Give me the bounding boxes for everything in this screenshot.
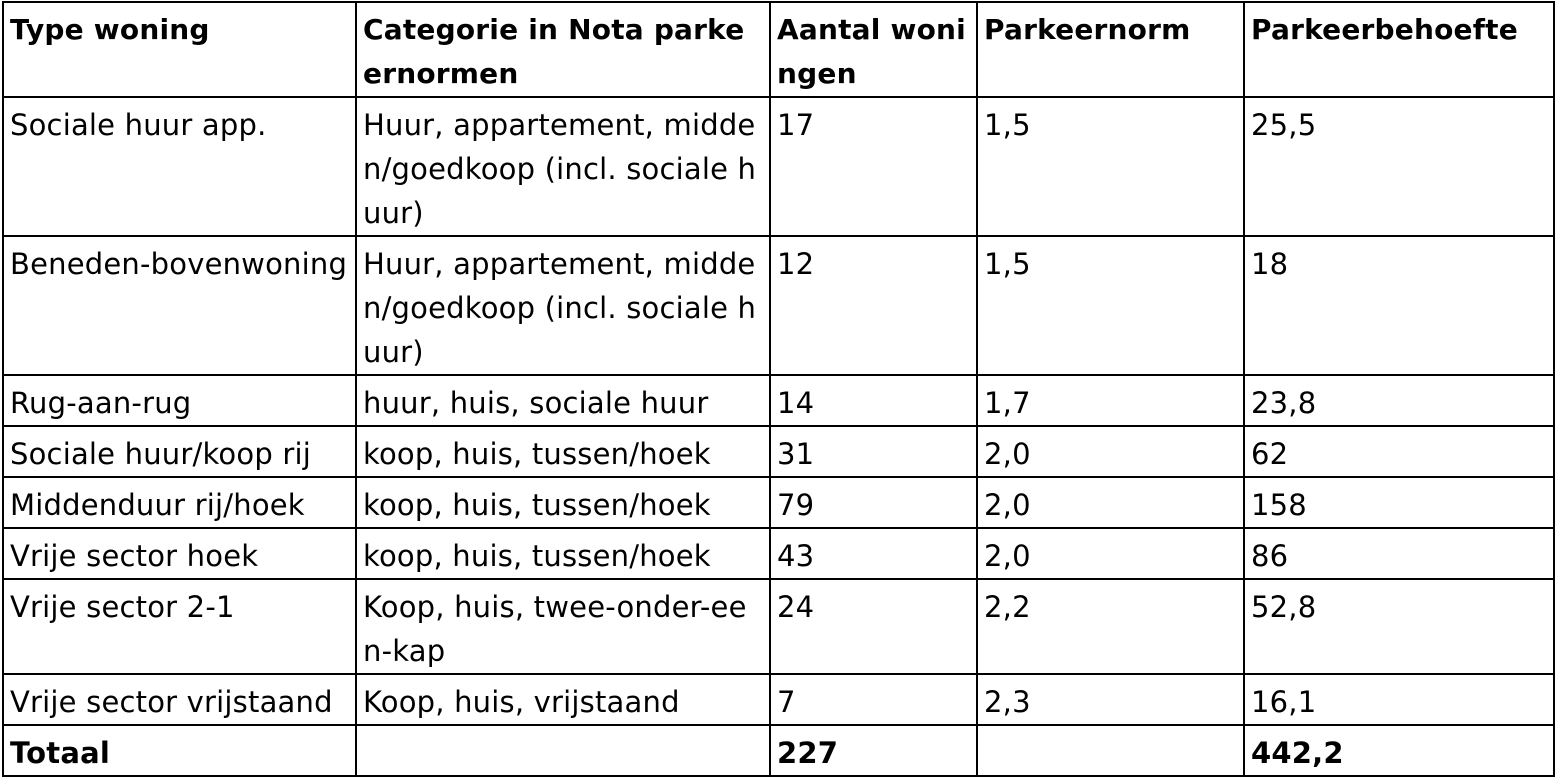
table-row — [3, 674, 1554, 725]
table-row — [3, 236, 1554, 375]
cell-type-woning: Vrije sector 2-1 — [3, 579, 356, 674]
total-label: Totaal — [3, 725, 356, 776]
cell-categorie: Koop, huis, vrijstaand — [356, 674, 770, 725]
table-row — [3, 579, 1554, 674]
header-categorie: Categorie in Nota parkeernormen — [356, 2, 770, 97]
cell-aantal: 7 — [770, 674, 977, 725]
cell-aantal: 43 — [770, 528, 977, 579]
cell-parkeernorm: 2,0 — [977, 528, 1244, 579]
cell-aantal: 31 — [770, 426, 977, 477]
cell-categorie: Huur, appartement, midden/goedkoop (incl. sociale huur) — [356, 236, 770, 375]
cell-parkeernorm: 2,3 — [977, 674, 1244, 725]
table-total-row — [3, 725, 1554, 776]
total-parkeernorm — [977, 725, 1244, 776]
cell-aantal: 14 — [770, 375, 977, 426]
cell-parkeernorm: 1,7 — [977, 375, 1244, 426]
cell-parkeerbehoefte: 23,8 — [1244, 375, 1554, 426]
table-row — [3, 477, 1554, 528]
cell-parkeerbehoefte: 62 — [1244, 426, 1554, 477]
cell-type-woning: Beneden-bovenwoning — [3, 236, 356, 375]
cell-parkeerbehoefte: 25,5 — [1244, 97, 1554, 236]
cell-parkeernorm: 2,2 — [977, 579, 1244, 674]
cell-parkeernorm: 2,0 — [977, 426, 1244, 477]
cell-parkeernorm: 2,0 — [977, 477, 1244, 528]
cell-parkeerbehoefte: 52,8 — [1244, 579, 1554, 674]
table-row — [3, 375, 1554, 426]
cell-parkeernorm: 1,5 — [977, 236, 1244, 375]
cell-categorie: koop, huis, tussen/hoek — [356, 528, 770, 579]
header-parkeerbehoefte: Parkeerbehoefte — [1244, 2, 1554, 97]
total-aantal: 227 — [770, 725, 977, 776]
header-type-woning: Type woning — [3, 2, 356, 97]
cell-type-woning: Vrije sector vrijstaand — [3, 674, 356, 725]
cell-type-woning: Middenduur rij/hoek — [3, 477, 356, 528]
cell-categorie: huur, huis, sociale huur — [356, 375, 770, 426]
header-aantal-woningen: Aantal woningen — [770, 2, 977, 97]
table-row — [3, 426, 1554, 477]
cell-parkeernorm: 1,5 — [977, 97, 1244, 236]
cell-parkeerbehoefte: 18 — [1244, 236, 1554, 375]
cell-parkeerbehoefte: 86 — [1244, 528, 1554, 579]
cell-parkeerbehoefte: 158 — [1244, 477, 1554, 528]
cell-aantal: 79 — [770, 477, 977, 528]
table-header-row — [3, 2, 1554, 97]
cell-categorie: koop, huis, tussen/hoek — [356, 426, 770, 477]
cell-type-woning: Sociale huur/koop rij — [3, 426, 356, 477]
total-categorie — [356, 725, 770, 776]
total-parkeerbehoefte: 442,2 — [1244, 725, 1554, 776]
cell-aantal: 12 — [770, 236, 977, 375]
table-row — [3, 528, 1554, 579]
parking-demand-table — [2, 1, 1555, 777]
cell-categorie: Koop, huis, twee-onder-een-kap — [356, 579, 770, 674]
cell-categorie: koop, huis, tussen/hoek — [356, 477, 770, 528]
cell-aantal: 17 — [770, 97, 977, 236]
table-row — [3, 97, 1554, 236]
cell-type-woning: Vrije sector hoek — [3, 528, 356, 579]
header-parkeernorm: Parkeernorm — [977, 2, 1244, 97]
cell-parkeerbehoefte: 16,1 — [1244, 674, 1554, 725]
cell-categorie: Huur, appartement, midden/goedkoop (incl. sociale huur) — [356, 97, 770, 236]
cell-type-woning: Sociale huur app. — [3, 97, 356, 236]
cell-type-woning: Rug-aan-rug — [3, 375, 356, 426]
cell-aantal: 24 — [770, 579, 977, 674]
